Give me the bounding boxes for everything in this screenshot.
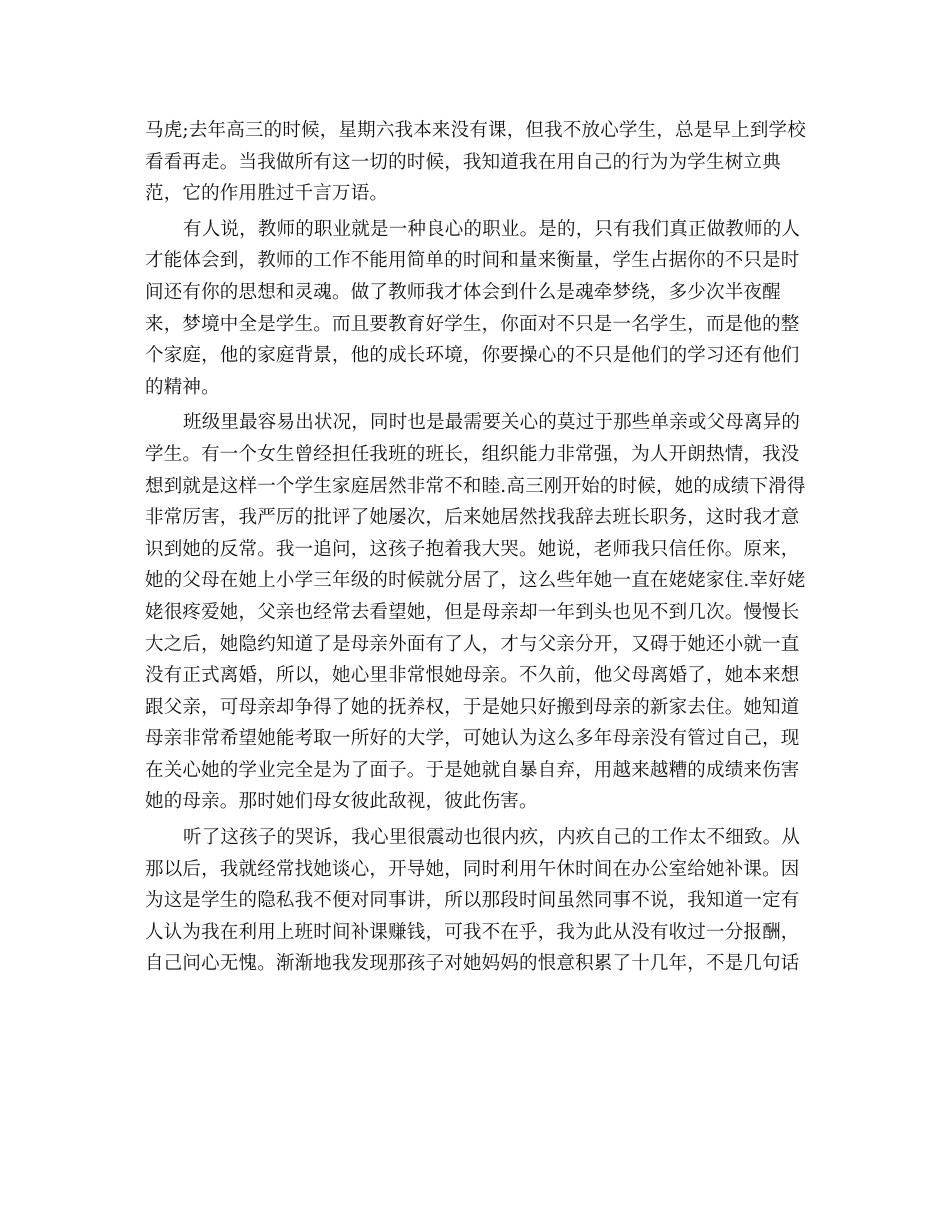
document-body — [145, 115, 810, 984]
text-line: 大之后，她隐约知道了是母亲外面有了人，才与父亲分开，又碍于她还小就一直 — [145, 633, 800, 655]
text-line: 她的母亲。那时她们母女彼此敌视，彼此伤害。 — [145, 791, 538, 813]
paragraph-3 — [145, 407, 810, 818]
text-line: 识到她的反常。我一追问，这孩子抱着我大哭。她说，老师我只信任你。原来， — [145, 538, 800, 560]
text-line: 间还有你的思想和灵魂。做了教师我才体会到什么是魂牵梦绕，多少次半夜醒 — [145, 281, 781, 303]
text-line: 没有正式离婚，所以，她心里非常恨她母亲。不久前，他父母离婚了，她本来想 — [145, 665, 800, 687]
text-line: 来，梦境中全是学生。而且要教育好学生，你面对不只是一名学生，而是他的整 — [145, 313, 800, 335]
text-line: 那以后，我就经常找她谈心，开导她，同时利用午休时间在办公室给她补课。因 — [145, 858, 800, 880]
paragraph-1 — [145, 115, 810, 210]
text-line: 听了这孩子的哭诉，我心里很震动也很内疚，内疚自己的工作太不细致。从 — [183, 827, 801, 849]
text-line: 马虎;去年高三的时候，星期六我本来没有课，但我不放心学生，总是早上到学校 — [145, 120, 806, 141]
text-line: 她的父母在她上小学三年级的时候就分居了，这么些年她一直在姥姥家住.幸好姥 — [145, 570, 806, 592]
text-line: 非常厉害，我严厉的批评了她屡次，后来她居然找我辞去班长职务，这时我才意 — [145, 507, 800, 529]
text-line: 个家庭，他的家庭背景，他的成长环境，你要操心的不只是他们的学习还有他们 — [145, 345, 800, 367]
text-line: 学生。有一个女生曾经担任我班的班长，组织能力非常强，为人开朗热情，我没 — [145, 443, 800, 465]
paragraph-2 — [145, 214, 810, 404]
text-line: 的精神。 — [145, 376, 220, 398]
text-line: 自己问心无愧。渐渐地我发现那孩子对她妈妈的恨意积累了十几年，不是几句话 — [145, 953, 800, 975]
text-line: 母亲非常希望她能考取一所好的大学，可她认为这么多年母亲没有管过自己，现 — [145, 728, 800, 750]
text-line: 人认为我在利用上班时间补课赚钱，可我不在乎，我为此从没有收过一分报酬， — [145, 921, 800, 943]
paragraph-4 — [145, 822, 810, 980]
text-line: 在关心她的学业完全是为了面子。于是她就自暴自弃，用越来越糟的成绩来伤害 — [145, 759, 800, 781]
text-line: 班级里最容易出状况，同时也是最需要关心的莫过于那些单亲或父母离异的 — [183, 412, 801, 434]
text-line: 看看再走。当我做所有这一切的时候，我知道我在用自己的行为为学生树立典 — [145, 151, 781, 173]
text-line: 才能体会到，教师的工作不能用简单的时间和量来衡量，学生占据你的不只是时 — [145, 250, 800, 272]
text-line: 范，它的作用胜过千言万语。 — [145, 183, 389, 205]
text-line: 为这是学生的隐私我不便对同事讲，所以那段时间虽然同事不说，我知道一定有 — [145, 890, 800, 912]
text-line: 跟父亲，可母亲却争得了她的抚养权，于是她只好搬到母亲的新家去住。她知道 — [145, 696, 800, 718]
text-line: 想到就是这样一个学生家庭居然非常不和睦.高三刚开始的时候，她的成绩下滑得 — [145, 475, 806, 497]
text-line: 有人说，教师的职业就是一种良心的职业。是的，只有我们真正做教师的人 — [183, 218, 801, 240]
text-line: 姥很疼爱她，父亲也经常去看望她，但是母亲却一年到头也见不到几次。慢慢长 — [145, 601, 800, 623]
